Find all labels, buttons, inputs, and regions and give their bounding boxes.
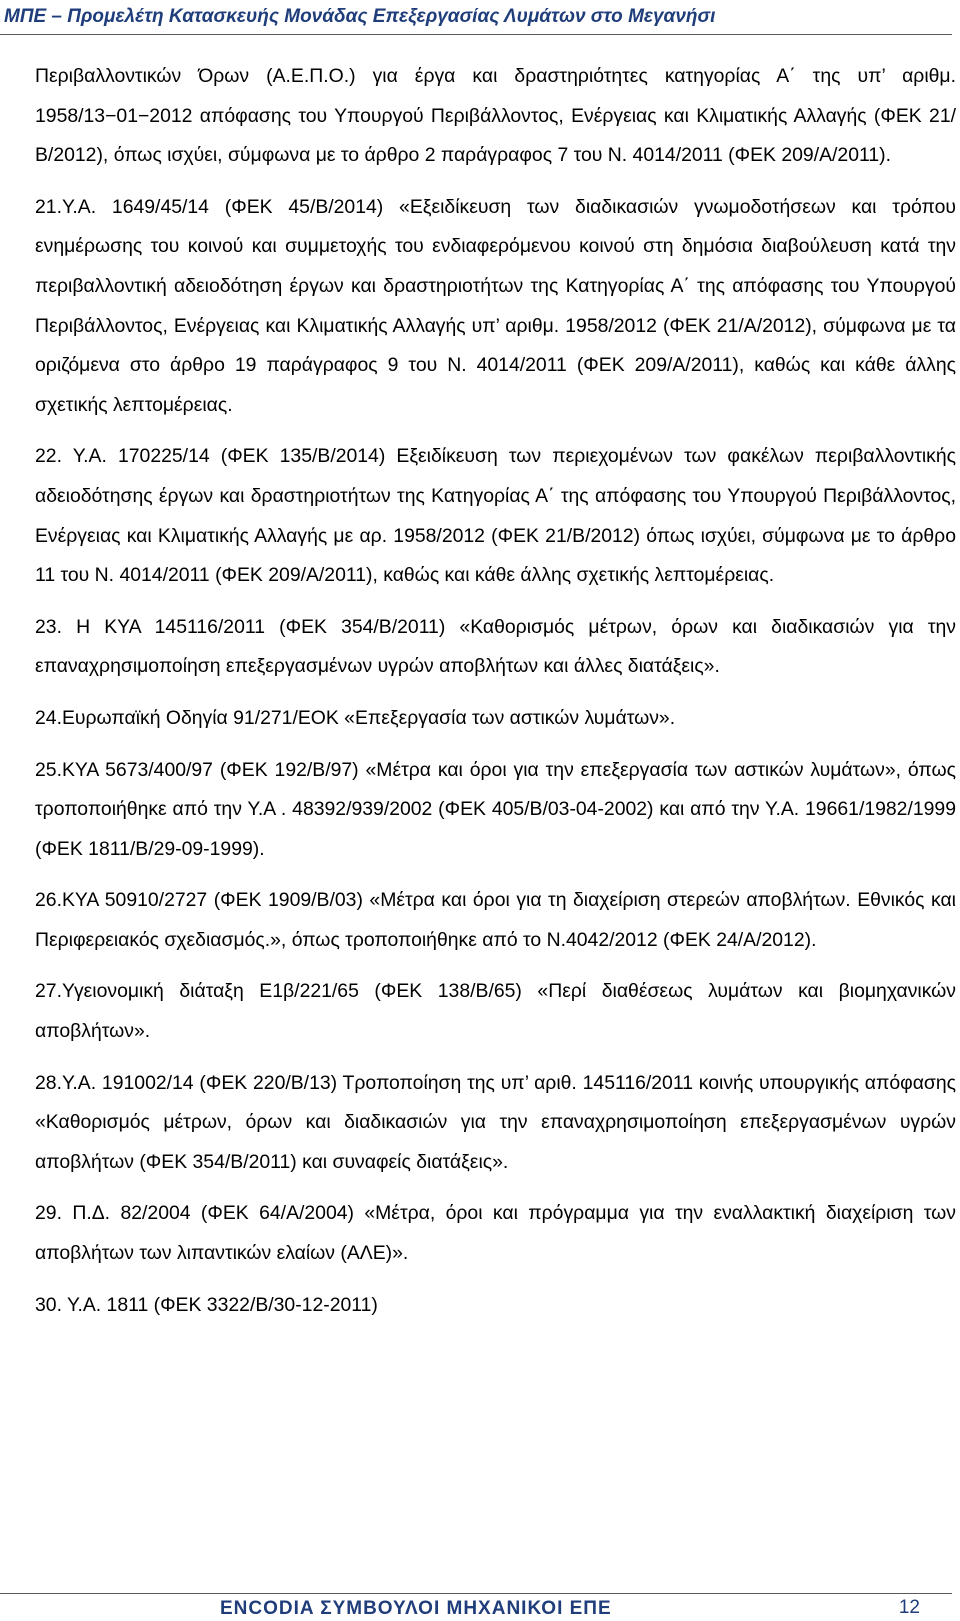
list-item-23: 23. Η ΚΥΑ 145116/2011 (ΦΕΚ 354/Β/2011) «Καθορισμός μέτρων, όρων και διαδικασιών για την επαναχρησιμοποίηση επεξεργασμένων υγρών αποβλήτων και άλλες διατάξεις». — [35, 615, 956, 678]
list-item-22: 22. Υ.Α. 170225/14 (ΦΕΚ 135/Β/2014) Εξειδίκευση των περιεχομένων των φακέλων περιβαλλοντικής αδειοδότησης έργων και δραστηριοτήτων της Κατηγορίας Α΄ της απόφασης του Υπουργού Περιβάλλοντος, Ενέργειας και Κλιματικής Αλλαγής με αρ. 1958/2012 (ΦΕΚ 21/Β/2012) όπως ισχύει, σύμφωνα με το άρθρο 11 του Ν. 4014/2011 (ΦΕΚ 209/Α/2011), καθώς και κάθε άλλης σχετικής λεπτομέρειας. — [35, 445, 956, 587]
list-item-27: 27.Υγειονομική διάταξη Ε1β/221/65 (ΦΕΚ 138/Β/65) «Περί διαθέσεως λυμάτων και βιομηχανικών αποβλήτων». — [35, 980, 956, 1043]
list-item-21: 21.Υ.Α. 1649/45/14 (ΦΕΚ 45/Β/2014) «Εξειδίκευση των διαδικασιών γνωμοδοτήσεων και τρόπου ενημέρωσης του κοινού και συμμετοχής του ενδιαφερόμενου κοινού στη δημόσια διαβούλευση κατά την περιβαλλοντική αδειοδότηση έργων και δραστηριοτήτων της Κατηγορίας Α΄ της απόφασης του Υπουργού Περιβάλλοντος, Ενέργειας και Κλιματικής Αλλαγής υπ’ αριθμ. 1958/2012 (ΦΕΚ 21/Α/2012), σύμφωνα με τα οριζόμενα στο άρθρο 19 παράγραφος 9 του Ν. 4014/2011 (ΦΕΚ 209/Α/2011), καθώς και κάθε άλλης σχετικής λεπτομέρειας. — [35, 195, 956, 416]
list-item-29: 29. Π.Δ. 82/2004 (ΦΕΚ 64/Α/2004) «Μέτρα, όροι και πρόγραμμα για την εναλλακτική διαχείριση των αποβλήτων των λιπαντικών ελαίων (ΑΛΕ)». — [35, 1202, 956, 1265]
list-item-30: 30. Υ.Α. 1811 (ΦΕΚ 3322/Β/30-12-2011) — [35, 1293, 378, 1316]
footer-company-name: ENCODIA ΣΥΜΒΟΥΛΟΙ ΜΗΧΑΝΙΚΟΙ ΕΠΕ — [220, 1598, 612, 1619]
document-title: ΜΠΕ – Προμελέτη Κατασκευής Μονάδας Επεξεργασίας Λυμάτων στο Μεγανήσι — [4, 6, 716, 27]
list-item-28: 28.Υ.Α. 191002/14 (ΦΕΚ 220/Β/13) Τροποποίηση της υπ’ αριθ. 145116/2011 κοινής υπουργικής απόφασης «Καθορισμός μέτρων, όρων και διαδικασιών για την επαναχρησιμοποίηση επεξεργασμένων υγρών αποβλήτων (ΦΕΚ 354/Β/2011) και συναφείς διατάξεις». — [35, 1071, 956, 1173]
header-divider — [0, 34, 952, 35]
list-item-25: 25.ΚΥΑ 5673/400/97 (ΦΕΚ 192/Β/97) «Μέτρα και όροι για την επεξεργασία των αστικών λυμάτων», όπως τροποποιήθηκε από την Υ.Α . 48392/939/2002 (ΦΕΚ 405/Β/03-04-2002) και από την Υ.Α. 19661/1982/1999 (ΦΕΚ 1811/Β/29-09-1999). — [35, 758, 956, 860]
page-header — [0, 0, 960, 36]
footer-divider — [0, 1593, 952, 1594]
list-item-24: 24.Ευρωπαϊκή Οδηγία 91/271/ΕΟΚ «Επεξεργασία των αστικών λυμάτων». — [35, 706, 676, 729]
list-item-26: 26.ΚΥΑ 50910/2727 (ΦΕΚ 1909/Β/03) «Μέτρα και όροι για τη διαχείριση στερεών αποβλήτων. Εθνικός και Περιφερειακός σχεδιασμός.», όπως τροποποιήθηκε από το Ν.4042/2012 (ΦΕΚ 24/Α/2012). — [35, 889, 956, 951]
paragraph-continuation: Περιβαλλοντικών Όρων (Α.Ε.Π.Ο.) για έργα και δραστηριότητες κατηγορίας Α΄ της υπ’ αριθμ. 1958/13−01−2012 απόφασης του Υπουργού Περιβάλλοντος, Ενέργειας και Κλιματικής Αλλαγής (ΦΕΚ 21/Β/2012), όπως ισχύει, σύμφωνα με το άρθρο 2 παράγραφος 7 του Ν. 4014/2011 (ΦΕΚ 209/Α/2011). — [35, 65, 956, 167]
document-body — [35, 57, 956, 1337]
page-number: 12 — [898, 1597, 920, 1618]
